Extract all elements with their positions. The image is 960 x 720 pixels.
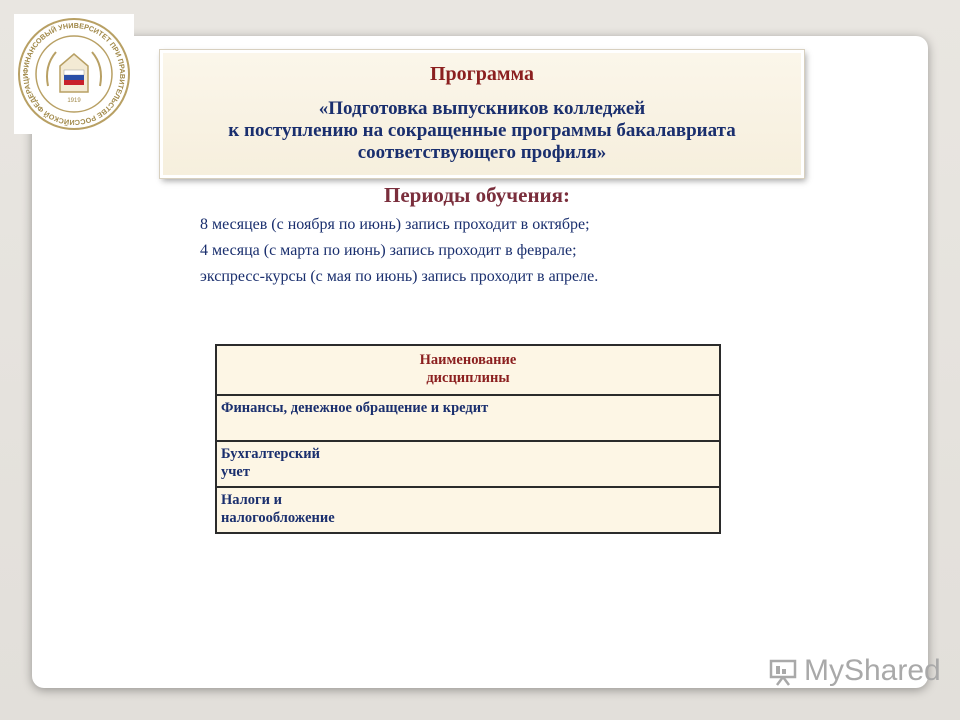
university-logo <box>14 14 134 134</box>
cell-line: Финансы, денежное обращение и кредит <box>221 400 489 416</box>
table-cell-accounting <box>216 441 720 487</box>
cell-line: учет <box>221 464 250 480</box>
banner-title: Программа <box>430 63 534 85</box>
logo-ring-text: ФИНАНСОВЫЙ УНИВЕРСИТЕТ ПРИ ПРАВИТЕЛЬСТВЕ РОССИЙСКОЙ ФЕДЕРАЦИ <box>20 20 128 128</box>
cell-line: Налоги и <box>221 492 282 508</box>
banner-subtitle-line-3: соответствующего профиля» <box>357 142 607 163</box>
cell-line: Бухгалтерский <box>221 446 320 462</box>
university-emblem-icon <box>14 14 134 134</box>
table-cell-finance <box>216 395 720 441</box>
table-row <box>216 487 720 533</box>
banner-subtitle <box>163 98 801 164</box>
cell-line: налогообложение <box>221 510 335 526</box>
period-item-express: экспресс-курсы (с мая по июнь) запись проходит в апреле. <box>200 268 599 285</box>
table-header-cell <box>216 345 720 395</box>
myshared-watermark <box>768 654 941 688</box>
table-row <box>216 441 720 487</box>
period-item-8-months: 8 месяцев (с ноября по июнь) запись проходит в октябре; <box>200 216 590 233</box>
header-line-2: дисциплины <box>426 370 510 386</box>
program-banner <box>160 50 804 178</box>
presentation-board-icon <box>768 656 798 686</box>
logo-year: 1919 <box>67 98 81 104</box>
table-row <box>216 395 720 441</box>
header-line-1: Наименование <box>419 352 517 368</box>
banner-subtitle-line-2: к поступлению на сокращенные программы бакалавриата <box>228 120 736 141</box>
periods-list <box>200 212 598 290</box>
banner-subtitle-line-1: «Подготовка выпускников колледжей <box>318 98 646 119</box>
periods-heading: Периоды обучения: <box>384 183 571 207</box>
watermark-text: MyShared <box>804 654 941 687</box>
disciplines-table <box>215 344 721 534</box>
table-cell-taxes <box>216 487 720 533</box>
period-item-4-months: 4 месяца (с марта по июнь) запись проходит в феврале; <box>200 242 577 259</box>
table-header-row <box>216 345 720 395</box>
